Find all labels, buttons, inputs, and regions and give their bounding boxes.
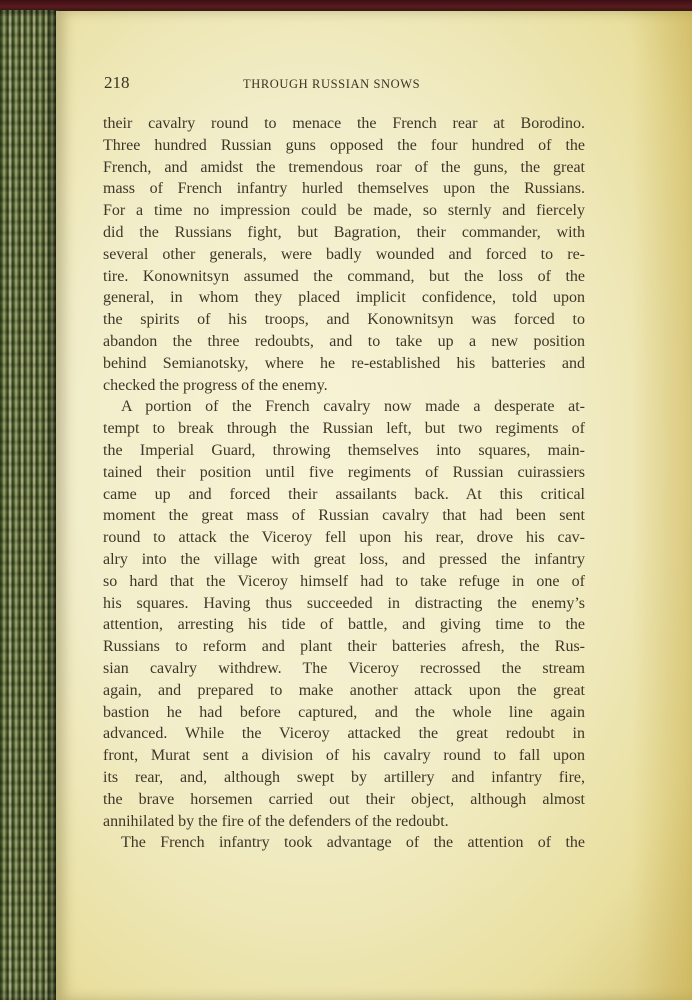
text-line: again, and prepared to make another attack upon the great	[103, 681, 585, 699]
text-line: behind Semianotsky, where he re-established his batteries and	[103, 354, 585, 372]
text-line: their cavalry round to menace the French rear at Borodino.	[103, 115, 585, 132]
text-line: advanced. While the Viceroy attacked the great redoubt in	[103, 725, 585, 743]
text-line: round to attack the Viceroy fell upon his rear, drove his cav-	[103, 529, 585, 547]
text-line: tempt to break through the Russian left, but two regiments of	[103, 420, 585, 438]
text-line: several other generals, were badly wounded and forced to re-	[103, 245, 585, 263]
text-line: came up and forced their assailants back. At this critical	[103, 485, 585, 503]
text-line: Three hundred Russian guns opposed the four hundred of the	[103, 136, 585, 154]
text-line: its rear, and, although swept by artillery and infantry fire,	[103, 768, 585, 786]
text-line: did the Russians fight, but Bagration, their commander, with	[103, 223, 585, 241]
text-line: For a time no impression could be made, so sternly and fiercely	[103, 202, 585, 220]
text-line: the Imperial Guard, throwing themselves into squares, main-	[103, 441, 585, 459]
text-line: tire. Konownitsyn assumed the command, but the loss of the	[103, 267, 585, 285]
text-line: front, Murat sent a division of his cavalry round to fall upon	[103, 747, 585, 765]
page-number: 218	[104, 73, 130, 92]
text-line: general, in whom they placed implicit confidence, told upon	[103, 289, 585, 307]
text-line: The French infantry took advantage of the attention of the	[121, 834, 585, 852]
text-line: attention, arresting his tide of battle, and giving time to the	[103, 616, 585, 634]
text-line: sian cavalry withdrew. The Viceroy recrossed the stream	[103, 659, 585, 677]
text-line: his squares. Having thus succeeded in distracting the enemy’s	[103, 594, 585, 612]
text-line: abandon the three redoubts, and to take up a new position	[103, 332, 585, 350]
text-line: moment the great mass of Russian cavalry that had been sent	[103, 507, 585, 525]
text-line: mass of French infantry hurled themselves upon the Russians.	[103, 180, 585, 198]
page-header	[104, 73, 584, 99]
text-line: the brave horsemen carried out their object, although almost	[103, 790, 585, 808]
text-line: annihilated by the fire of the defenders of the redoubt.	[103, 812, 449, 830]
text-line: checked the progress of the enemy.	[103, 376, 328, 394]
text-line: alry into the village with great loss, and pressed the infantry	[103, 550, 585, 568]
book-spine-binding	[0, 10, 58, 1000]
text-line: the spirits of his troops, and Konownitsyn was forced to	[103, 311, 585, 329]
text-line: bastion he had before captured, and the whole line again	[103, 703, 585, 721]
text-line: French, and amidst the tremendous roar of the guns, the great	[103, 158, 585, 176]
text-line: tained their position until five regiments of Russian cuirassiers	[103, 463, 585, 481]
text-line: so hard that the Viceroy himself had to take refuge in one of	[103, 572, 585, 590]
body-text	[103, 113, 585, 854]
text-line: A portion of the French cavalry now made a desperate at-	[121, 398, 585, 416]
running-head: THROUGH RUSSIAN SNOWS	[243, 77, 421, 91]
text-line: Russians to reform and plant their batteries afresh, the Rus-	[103, 638, 585, 656]
